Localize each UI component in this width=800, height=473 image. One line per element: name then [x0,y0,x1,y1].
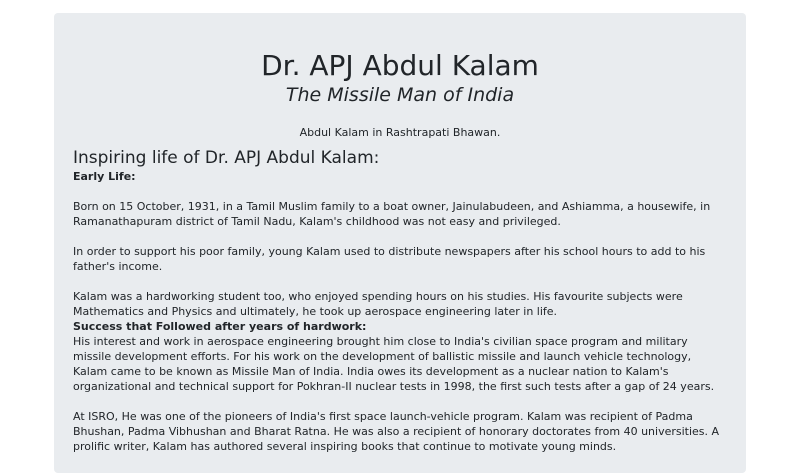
image-caption: Abdul Kalam in Rashtrapati Bhawan. [299,126,501,139]
section-heading: Inspiring life of Dr. APJ Abdul Kalam: [73,148,380,168]
success-label: Success that Followed after years of hardwork: [73,320,367,333]
early-life-paragraph-2: In order to support his poor family, young Kalam used to distribute newspapers after his school hours to add to his father's income. [73,245,706,273]
early-life-paragraph-3: Kalam was a hardworking student too, who enjoyed spending hours on his studies. His favourite subjects were Mathematics and Physics and ultimately, he took up aerospace engineering later in life. [73,290,683,318]
success-paragraph-1: His interest and work in aerospace engineering brought him close to India's civilian space program and military missile development efforts. For his work on the development of ballistic missile and launch vehicle technology, Kalam came to be known as Missile Man of India. India owes its development as a nuclear nation to Kalam's organizational and technical support for Pokhran-II nuclear tests in 1998, the first such tests after a gap of 24 years. [73,335,715,393]
early-life-paragraph-1: Born on 15 October, 1931, in a Tamil Muslim family to a boat owner, Jainulabudeen, and Ashiamma, a housewife, in Ramanathapuram district of Tamil Nadu, Kalam's childhood was not easy and privileged. [73,200,711,228]
page-subtitle: The Missile Man of India [285,84,515,106]
jumbotron-card [54,13,746,473]
card-content [54,49,746,454]
success-paragraph-2: At ISRO, He was one of the pioneers of India's first space launch-vehicle program. Kalam was recipient of Padma Bhushan, Padma Vibhushan and Bharat Ratna. He was also a recipient of honorary doctorates from 40 universities. A prolific writer, Kalam has authored several inspiring books that continue to motivate young minds. [73,410,720,453]
page-title: Dr. APJ Abdul Kalam [261,49,539,82]
early-life-label: Early Life: [73,170,136,183]
